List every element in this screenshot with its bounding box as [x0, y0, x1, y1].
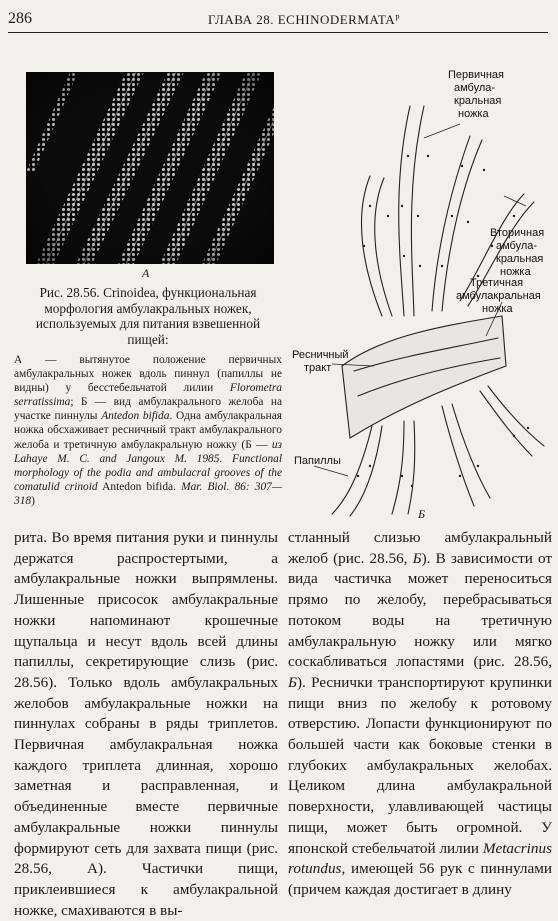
caption-journal: Mar. Biol. 86: 307—318: [14, 480, 282, 507]
figure-caption-body: [14, 353, 282, 508]
label-primary-2: амбула-: [454, 82, 496, 94]
right-part-1: стланный слизью амбулакральный желоб (рис. 28.56,: [288, 529, 552, 567]
page-header: [8, 10, 548, 32]
ambulacral-drawing-svg: [292, 66, 554, 522]
figure-label-b: Б: [418, 507, 426, 521]
text-column-right: [288, 528, 552, 901]
caption-species-florometra: Florometra serratissima: [14, 382, 282, 409]
left-paragraph: рита. Во время питания руки и пиннулы держатся распростертыми, а амбулакральные ножки выпрямлены. Лишенные присосок амбулакральные ножки напоминают крошечные щупальца и несут вдоль всей длины папиллы, секретирующие слизь (рис. 28.56). Только вдоль амбулакральных желобов амбулакральные ножки на пиннулах собраны в ряды триплетов. Первичная амбулакральная ножка каждого триплета длинная, хорошо заметная и расправленная, и объединенные вместе первичные амбулакральные ножки пиннулы формируют сеть для захвата пищи (рис. 28.56, А). Частички пищи, приклеившиеся к амбулакральной ножке, смахиваются в вы-: [14, 529, 278, 919]
caption-part-3: ; Б — вид амбулакрального желоба на участке пиннулы: [14, 396, 282, 423]
caption-part-1: А — вытянутое положение первичных амбулакральных ножек вдоль пиннул (папиллы не видны) у бесстебельчатой лилии: [14, 354, 282, 395]
running-title: ГЛАВА 28. ECHINODERMATAᴾ: [208, 12, 400, 27]
label-secondary-1: Вторичная: [490, 227, 545, 239]
micrograph-photo: [26, 72, 274, 264]
label-primary-1: Первичная: [448, 69, 505, 81]
right-ref-b-1: Б: [412, 549, 422, 567]
figure-label-a: А: [142, 266, 150, 280]
page-number: 286: [8, 10, 32, 27]
label-secondary-2: амбула-: [496, 240, 538, 252]
label-papillae: Папиллы: [294, 455, 341, 467]
caption-citation: из Lahaye M. C. and Jangoux M. 1985. Functional morphology of the podia and ambulacral grooves of the comatulid crinoid: [14, 438, 282, 493]
label-secondary-4: ножка: [500, 266, 531, 278]
micrograph-image: [26, 72, 274, 264]
label-tertiary-2: амбулакральная: [456, 290, 541, 302]
label-cilia-1: Ресничный: [292, 349, 349, 361]
species-metacrinus: Metacrinus rotundus: [288, 839, 552, 878]
caption-part-7: Antedon bifida.: [97, 480, 182, 493]
caption-species-antedon: Antedon bifida: [101, 410, 170, 423]
ambulacral-drawing: [292, 66, 554, 522]
right-part-5: ). Реснички транспортируют крупинки пищи вниз по желобу к ротовому отверстию. Лопасти функционируют по большей части как боковые стенки в глубоких амбулакральных желобах. Целиком длина амбулакральной поверхности, улавливающей частицы пищи, может быть огромной. У японской стебельчатой лилии: [288, 673, 552, 857]
caption-part-5: . Одна амбулакральная ножка обсхаживает ресничный тракт амбулакрального желоба и третичную амбулакральную ножку (Б —: [14, 410, 282, 451]
label-secondary-3: кральная: [496, 253, 544, 265]
caption-part-9: ): [31, 494, 35, 507]
right-paragraph: [288, 528, 552, 901]
right-part-3: ). В зависимости от вида частичка может переноситься прямо по желобу, перебрасываться потоком воды на третичную амбулакральную ножку или мягко соскабливаться лопастями (рис. 28.56,: [288, 549, 552, 671]
label-cilia-2: тракт: [304, 362, 332, 374]
label-tertiary-1: Третичная: [470, 277, 524, 289]
header-rule: [8, 32, 548, 33]
label-primary-4: ножка: [458, 108, 489, 120]
right-ref-b-2: Б: [288, 673, 297, 691]
text-column-left: [14, 528, 278, 921]
right-part-7: , имеющей 56 рук с пиннулами (причем каждая достигает в длину: [288, 860, 552, 898]
figure-caption-title: Рис. 28.56. Crinoidea, функциональная морфология амбулакральных ножек, используемых для питания взвешенной пищей:: [35, 285, 261, 347]
label-primary-3: кральная: [454, 95, 502, 107]
label-tertiary-3: ножка: [482, 303, 513, 315]
